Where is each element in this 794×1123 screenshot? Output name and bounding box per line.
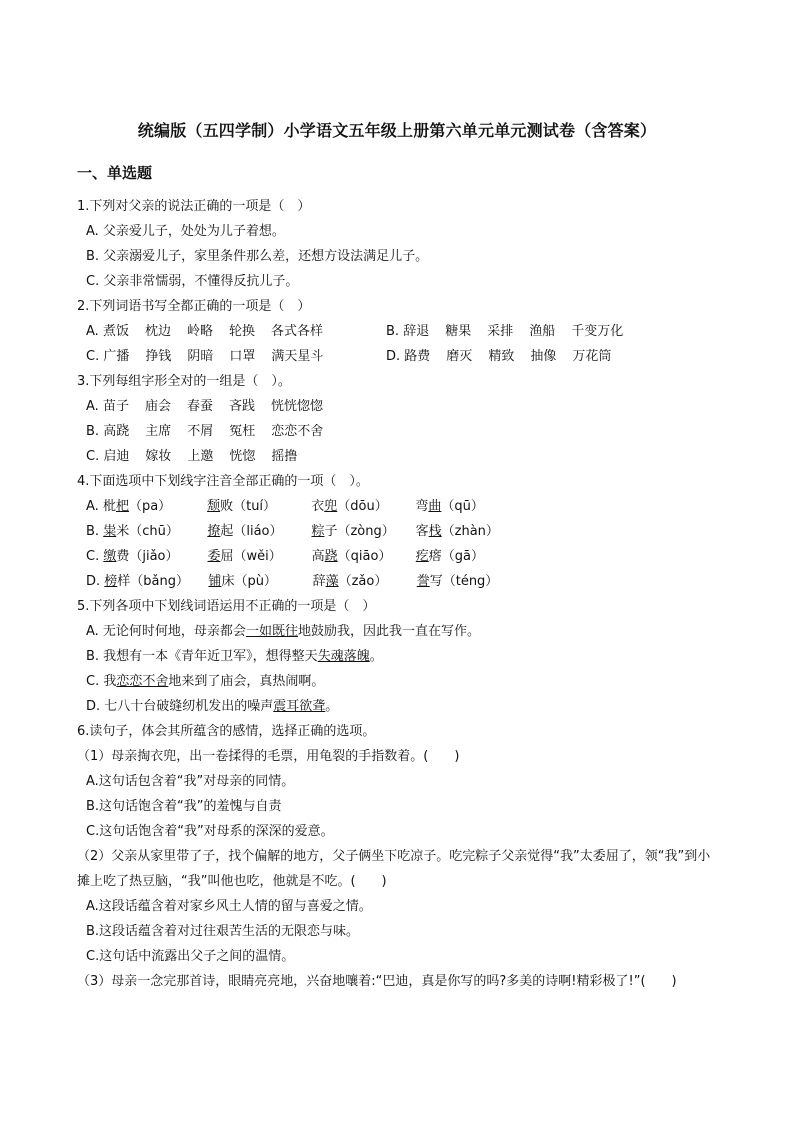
question-1-option-a: A. 父亲爱儿子，处处为儿子着想。 — [86, 224, 285, 239]
question-3-option-a: A. 苗子 庙会 春蚕 吝践 恍恍惚惚 — [86, 399, 324, 414]
question-6-sentence-3: （3）母亲一念完那首诗，眼睛亮亮地，兴奋地嚷着:“巴迪，真是你写的吗?多美的诗啊!精彩极了!”( ) — [77, 974, 677, 989]
question-3-option-c: C. 启迪 嫁妆 上邀 恍惚 摇撸 — [86, 449, 298, 464]
question-6-1-option-b: B.这句话饱含着“我”的羞愧与自责 — [86, 799, 282, 814]
question-1-stem: 1.下列对父亲的说法正确的一项是（ ） — [77, 199, 311, 214]
question-2-option-c: C. 广播 挣钱 阴暗 口罩 满天星斗 — [86, 349, 324, 364]
question-list — [77, 194, 717, 994]
question-5-option-c: C. 我恋恋不舍地来到了庙会，真热闹啊。 — [86, 674, 325, 689]
question-4-stem: 4.下面选项中下划线字注音全部正确的一项（ ）。 — [77, 474, 369, 489]
question-6-stem: 6.读句子，体会其所蕴含的感情，选择正确的选项。 — [77, 724, 376, 739]
question-1-option-c: C. 父亲非常懦弱，不懂得反抗儿子。 — [86, 274, 299, 289]
section-heading: 一、单选题 — [77, 164, 153, 182]
question-4-option-a: A. 枇杷（pa） 颓败（tuí） 衣兜（dōu） 弯曲（qū） — [86, 499, 484, 514]
question-4-option-c: C. 缴费（jiǎo） 委屈（wěi） 高跷（qiāo） 疙瘩（gā） — [86, 549, 484, 564]
question-5-option-d: D. 七八十台破缝纫机发出的噪声震耳欲聋。 — [86, 699, 339, 714]
question-2-row-ab — [77, 319, 717, 344]
question-6-sentence-2: （2）父亲从家里带了子，找个偏解的地方，父子俩坐下吃凉子。吃完粽子父亲觉得“我”太委屈了，领“我”到小摊上吃了热豆脑，“我”叫他也吃，他就是不吃。( ) — [77, 849, 711, 889]
question-2-stem: 2.下列词语书写全都正确的一项是（ ） — [77, 299, 311, 314]
question-6-2-option-a: A.这段话蕴含着对家乡风土人情的留与喜爱之情。 — [86, 899, 372, 914]
question-2-option-b: B. 辞退 糖果 采排 渔船 千变万化 — [386, 324, 624, 339]
question-6-2-option-c: C.这句话中流露出父子之间的温情。 — [86, 949, 295, 964]
question-6-sentence-1: （1）母亲掏衣兜，出一卷揉得的毛票，用龟裂的手指数着。( ) — [77, 749, 460, 764]
question-2-option-d: D. 路费 磨灭 精致 抽像 万花筒 — [386, 349, 612, 364]
question-5-stem: 5.下列各项中下划线词语运用不正确的一项是（ ） — [77, 599, 376, 614]
question-6-1-option-a: A.这句话包含着“我”对母亲的同情。 — [86, 774, 295, 789]
question-2-row-cd — [77, 344, 717, 369]
question-6-1-option-c: C.这句话饱含着“我”对母系的深深的爱意。 — [86, 824, 334, 839]
question-6-2-option-b: B.这段话蕴含着对过往艰苦生活的无限恋与味。 — [86, 924, 360, 939]
question-5-option-b: B. 我想有一本《青年近卫军》，想得整天失魂落魄。 — [86, 649, 383, 664]
question-4-option-b: B. 粜米（chū） 撩起（liáo） 粽子（zòng） 客栈（zhàn） — [86, 524, 499, 539]
question-4-option-d: D. 榜样（bǎng） 铺床（pù） 辞藻（zǎo） 誊写（téng） — [86, 574, 499, 589]
question-3-option-b: B. 高跷 主席 不屑 冤枉 恋恋不舍 — [86, 424, 324, 439]
question-5-option-a: A. 无论何时何地，母亲都会一如既往地鼓励我，因此我一直在写作。 — [86, 624, 480, 639]
page-title: 统编版（五四学制）小学语文五年级上册第六单元单元测试卷（含答案） — [137, 121, 657, 140]
question-2-option-a: A. 煮饭 枕边 岭略 轮换 各式各样 — [86, 324, 324, 339]
question-1-option-b: B. 父亲溺爱儿子，家里条件那么差，还想方设法满足儿子。 — [86, 249, 429, 264]
question-3-stem: 3.下列每组字形全对的一组是（ ）。 — [77, 374, 291, 389]
